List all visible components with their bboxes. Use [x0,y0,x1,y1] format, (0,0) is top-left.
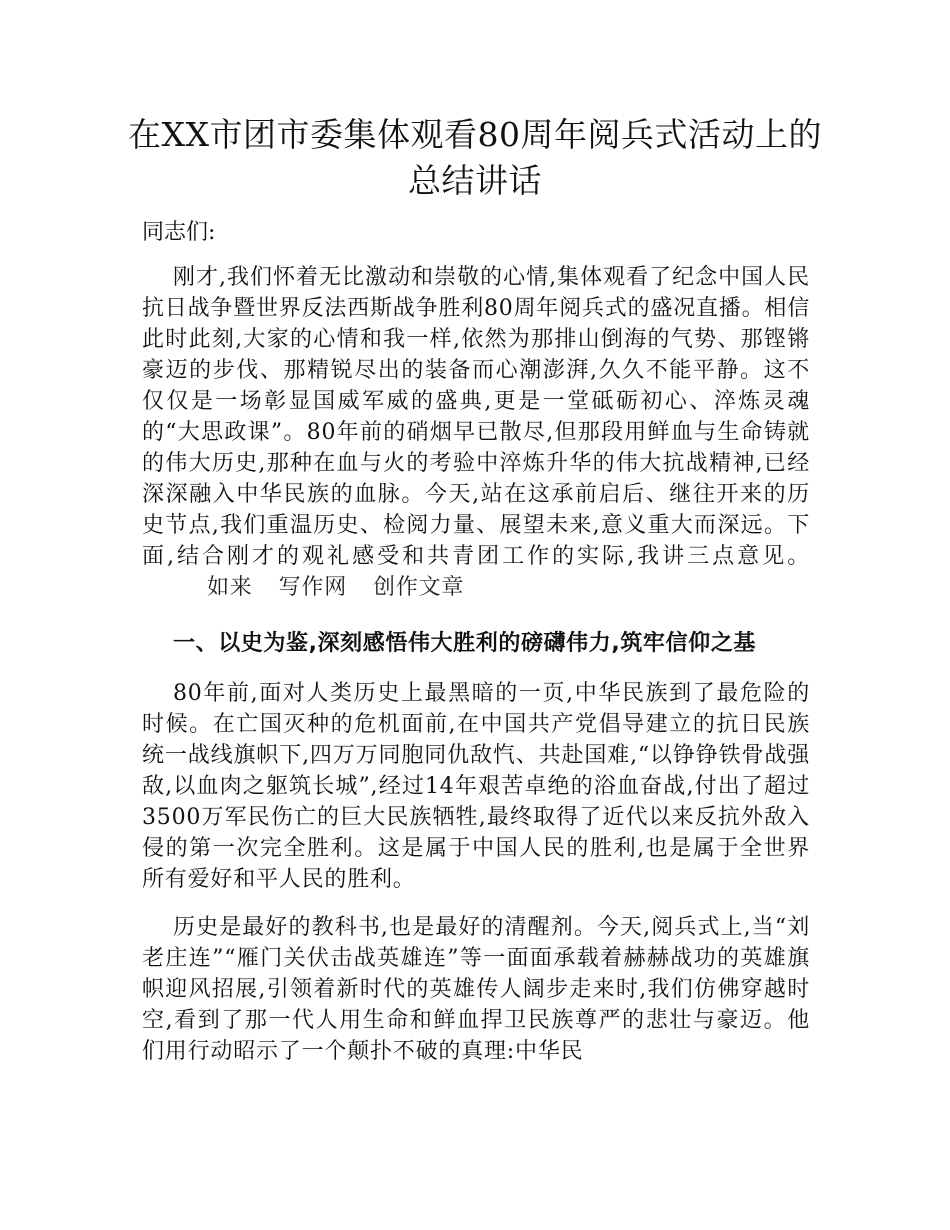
watermark-part-1: 如来 [207,575,253,600]
salutation: 同志们: [142,220,216,245]
section-heading: 一、以史为鉴,深刻感悟伟大胜利的磅礴伟力,筑牢信仰之基 [173,631,756,656]
watermark-part-3: 创作文章 [373,575,465,600]
watermark [176,572,464,603]
paragraph-intro-text: 刚才,我们怀着无比激动和崇敬的心情,集体观看了纪念中国人民抗日战争暨世界反法西斯战争胜利80周年阅兵式的盛况直播。相信此时此刻,大家的心情和我一样,依然为那排山倒海的气势、那铿锵豪迈的步伐、那精锐尽出的装备而心潮澎湃,久久不能平静。这不仅仅是一场彰显国威军威的盛典,更是一堂砥砺初心、淬炼灵魂的“大思政课”。80年前的硝烟早已散尽,但那段用鲜血与生命铸就的伟大历史,那种在血与火的考验中淬炼升华的伟大抗战精神,已经深深融入中华民族的血脉。今天,站在这承前启后、继往开来的历史节点,我们重温历史、检阅力量、展望未来,意义重大而深远。下面,结合刚才的观礼感受和共青团工作的实际,我讲三点意见。 [142,265,810,569]
paragraph-history: 80年前,面对人类历史上最黑暗的一页,中华民族到了最危险的时候。在亡国灭种的危机面前,在中国共产党倡导建立的抗日民族统一战线旗帜下,四万万同胞同仇敌忾、共赴国难,“以铮铮铁骨战强敌,以血肉之躯筑长城”,经过14年艰苦卓绝的浴血奋战,付出了超过3500万军民伤亡的巨大民族牺牲,最终取得了近代以来反抗外敌入侵的第一次完全胜利。这是属于中国人民的胜利,也是属于全世界所有爱好和平人民的胜利。 [142,681,810,892]
document-title: 在XX市团市委集体观看80周年阅兵式活动上的总结讲话 [128,115,822,200]
paragraph-lesson: 历史是最好的教科书,也是最好的清醒剂。今天,阅兵式上,当“刘老庄连”“雁门关伏击战英雄连”等一面面承载着赫赫战功的英雄旗帜迎风招展,引领着新时代的英雄传人阔步走来时,我们仿佛穿越时空,看到了那一代人用生命和鲜血捍卫民族尊严的悲壮与豪迈。他们用行动昭示了一个颠扑不破的真理:中华民 [142,915,810,1064]
watermark-part-2: 写作网 [278,575,348,600]
paragraph-intro [142,262,810,603]
